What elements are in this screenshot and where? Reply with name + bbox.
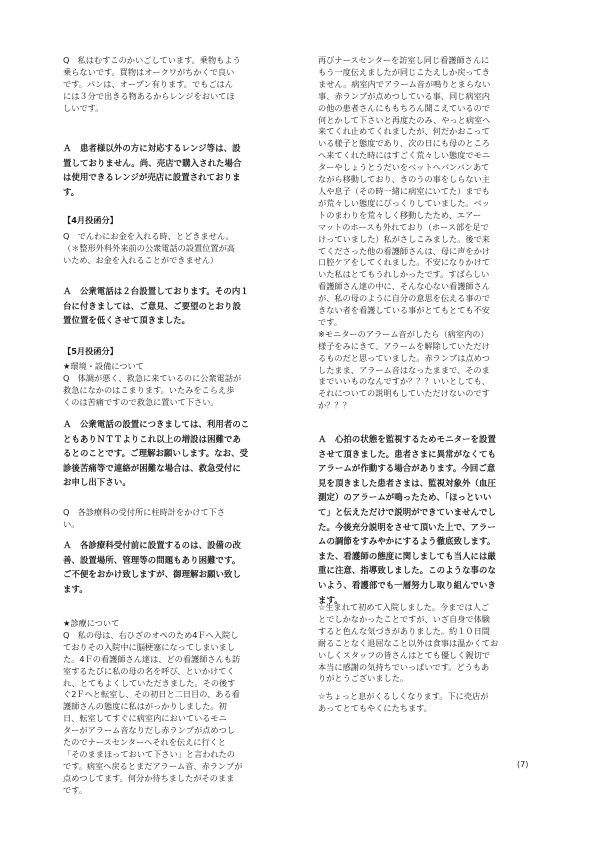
section-april-heading: 【4月投函分】: [63, 215, 118, 225]
question-phone: Q でんわにお金を入れる時、とどきません。 （＊整形外科外来前の公衆電話の設置位置が高 いため、お金を入れることができません）: [63, 231, 235, 265]
answer-environment: Ａ 公衆電話の設置につきましては、利用者のこ ともありＮＴＴよりこれ以上の増設は困難であ るとのことです。ご理解お願いします。なお、受 診後苦痛等で連絡が困難な場合は、救急受付に お申し出下さい。: [63, 419, 250, 488]
answer-diet: Ａ 患者様以外の方に対応するレンジ等は、設 置しておりません。尚、売店で購入された場合 は使用できるレンジが売店に設置されておりま す。: [63, 143, 242, 197]
question-environment: ★環境・設備について Q 体調が悪く、救急に来ているのに公衆電話が 救急になかのはこまります。いたみをこらえ歩 くのは苦痛ですので救急に置いて下さい。: [63, 361, 242, 407]
question-care-continued: 再びナースセンターを訪室し同じ看護師さんに もう一度伝えましたが同じこたえしか戻ってき ません。病室内でアラーム音が鳴りとまらない 事、赤ランプが点めつしている事、同じ病室内 の他の患者さんにももちろん聞こえているので 何とかして下さいと再度たのみ、やっと病室へ 来てくれ止めてくれましたが、何だかおこって いる様子と態度であり、次の日にも母のところ へ来てくれた時にはすごく荒々しい態度でモニ ターやしょうとうだいをベットへバンバンあて ながら移動しており、きのうの事をしらない主 人や息子（その時一緒に病室にいてた）までも が荒々しい態度にびっくりしていました。ベッ トのまわりを荒々しく移動したため、エアー マットのホースも外れており（ホース部を足で けっていました）私がさしこみました。後で来 てくださった他の看護師さんは、母に声をかけ 口腔ケアをしてくれました。不安になりかけて いた私はとてもうれしかったです。すばらしい 看護師さん達の中に、そんな心ない看護師さん が、私の母のように自分の意思を伝える事ので きない者を看護している事がとてもとても不安 です。 ※モニターのアラーム音がしたら（病室内の） 様子をみにきて、アラームを解除していただけ るものだと思っていました。赤ランプは点めつ したまま、アラーム音はなったままで、そのま までいいものなんですか？？？いいとしても、 それについての説明もしていただけないのです か？？？: [318, 55, 491, 411]
answer-phone: Ａ 公衆電話は２台設置しております。その内１ 台に付きましては、ご意見、ご要望のとおり設 置位置を低くさせて頂きました。: [63, 286, 249, 326]
praise-comment-1: ☆生まれて初めて入院しました。今までは人ご とでしかなかったことですが、いざ自身で体験 すると色んな気づきがありました。約１０日間 耐ることなく退屈なこと以外は食事は温かくてお いしくスタッフの皆さんはとても優しく親切で 本当に感謝の気持ちでいっぱいです。どうもあ りがとうございました。: [318, 602, 499, 684]
answer-clock: Ａ 各診療科受付前に設置するのは、設備の改 善、設置場所、管理等の問題もあり困難です。 ご不便をおかけ致しますが、御理解お願い致し ます。: [63, 540, 241, 594]
section-may-heading: 【5月投函分】: [63, 346, 118, 356]
answer-care: Ａ 心拍の状態を監視するためモニターを設置 させて頂きました。患者さまに異常がなくても アラームが作動する場合があります。今回ご意 見を頂きました患者さまは、監視対象外（血圧 測定）のアラームが鳴ったため、「ほっといい て」と伝えただけで説明ができていませんでし た。今後充分説明をさせて頂いた上で、アラー ムの調節をすみやかにするよう徹底致します。 また、看護師の態度に関しましても当人には厳 重に注意、指導致しました。このような事のな いよう、看護部でも一層努力し取り組んでいき ます。: [318, 434, 496, 605]
question-care: ★診療について Q 私の母は、右ひざのオペのため4Ｆへ入院し ておりその入院中に脳梗塞になってしまいまし た。4Ｆの看護師さん達は、どの看護師さんも訪 室するたびに私の母の名を呼び、といかけてく れ、とてもよくしていただきました。その後す ぐ2Ｆへと転室し、その初日と二日目の、ある看 護師さんの態度に私はがっかりしました。初 日、転室してすぐに病室内においているモニ ターがアラーム音なりだし赤ランプが点めつし たのでナースセンターへそれを伝えに行くと 「そのままほっておいて下さい」と言われたの です。病室へ戻るとまだアラーム音、赤ランプが 点めつしてます。何分か待ちましたがそのまま です。: [63, 618, 243, 795]
question-diet: Q 私はむすこのかいごしています。乗物もよう 乗らないです。買物はオークワがちかくで良い です。パンは、オープン有ります。でもごはん には３分で出きる物あるからレンジをおいてほ しいです。: [63, 55, 241, 113]
praise-comment-2: ☆ちょっと息がくるしくなります。下に売店が あってとてもやくにたちます。: [318, 691, 489, 713]
question-clock: Q 各診療科の受付所に柱時計をかけて下さ い。: [63, 507, 226, 529]
page-number: (7): [517, 760, 529, 769]
